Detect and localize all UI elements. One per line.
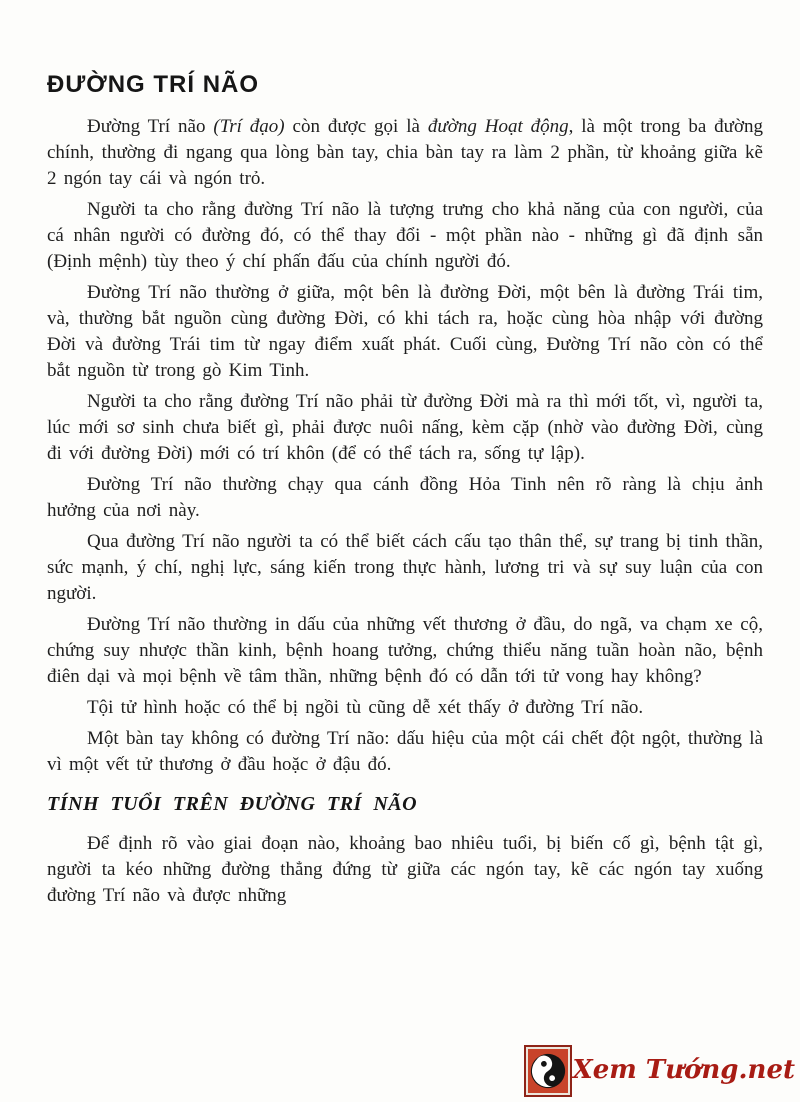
section-subheading: TÍNH TUỔI TRÊN ĐƯỜNG TRÍ NÃO [47,793,418,815]
paragraph: Người ta cho rằng đường Trí não là tượng trưng cho khả năng của con người, của cá nhân người có đường đó, có thể thay đổi - một phần nào - những gì đã định sẵn (Định mệnh) tùy theo ý chí phấn đấu của chính người đó. [47,199,763,272]
paragraph: Để định rõ vào giai đoạn nào, khoảng bao nhiêu tuổi, bị biến cố gì, bệnh tật gì, người ta kéo những đường thẳng đứng từ giữa các ngón tay, kẽ các ngón tay xuống đường Trí não và được những [47,833,763,906]
paragraph: Một bàn tay không có đường Trí não: dấu hiệu của một cái chết đột ngột, thường là vì một vết tử thương ở đầu hoặc ở đậu đó. [47,728,763,775]
page-title: ĐƯỜNG TRÍ NÃO [47,71,260,98]
intro-paragraphs [47,114,763,778]
page-content [47,72,763,914]
site-watermark [524,1045,795,1097]
yin-yang-icon [524,1045,572,1097]
paragraph: Qua đường Trí não người ta có thể biết cách cấu tạo thân thể, sự trang bị tinh thần, sức mạnh, ý chí, nghị lực, sáng kiến trong thực hành, lương tri và sự suy luận của con người. [47,531,763,604]
paragraph: Người ta cho rằng đường Trí não phải từ đường Đời mà ra thì mới tốt, vì, người ta, lúc mới sơ sinh chưa biết gì, phải được nuôi nấng, kèm cặp (nhờ vào đường Đời, cùng đi với đường Đời) mới có trí khôn (để có thể tách ra, sống tự lập). [47,391,763,464]
paragraph: Đường Trí não thường in dấu của những vết thương ở đầu, do ngã, va chạm xe cộ, chứng suy nhược thần kinh, bệnh hoang tưởng, chứng thiểu năng tuần hoàn não, bệnh điên dại và mọi bệnh về tâm thần, những bệnh đó có dẫn tới tử vong hay không? [47,614,763,687]
paragraph: Đường Trí não (Trí đạo) còn được gọi là đường Hoạt động, là một trong ba đường chính, thường đi ngang qua lòng bàn tay, chia bàn tay ra làm 2 phần, từ khoảng giữa kẽ 2 ngón tay cái và ngón trỏ. [47,116,764,189]
section-paragraphs [47,831,763,909]
paragraph: Đường Trí não thường ở giữa, một bên là đường Đời, một bên là đường Trái tim, và, thường bắt nguồn cùng đường Đời, có khi tách ra, hoặc cùng hòa nhập với đường Đời và đường Trái tim từ ngay điểm xuất phát. Cuối cùng, Đường Trí não còn có thể bắt nguồn từ trong gò Kim Tinh. [47,282,763,381]
paragraph: Đường Trí não thường chạy qua cánh đồng Hỏa Tinh nên rõ ràng là chịu ảnh hưởng của nơi này. [47,474,763,521]
watermark-site-name: Xem Tướng.net [572,1055,795,1085]
paragraph: Tội tử hình hoặc có thể bị ngồi tù cũng dễ xét thấy ở đường Trí não. [87,697,644,718]
